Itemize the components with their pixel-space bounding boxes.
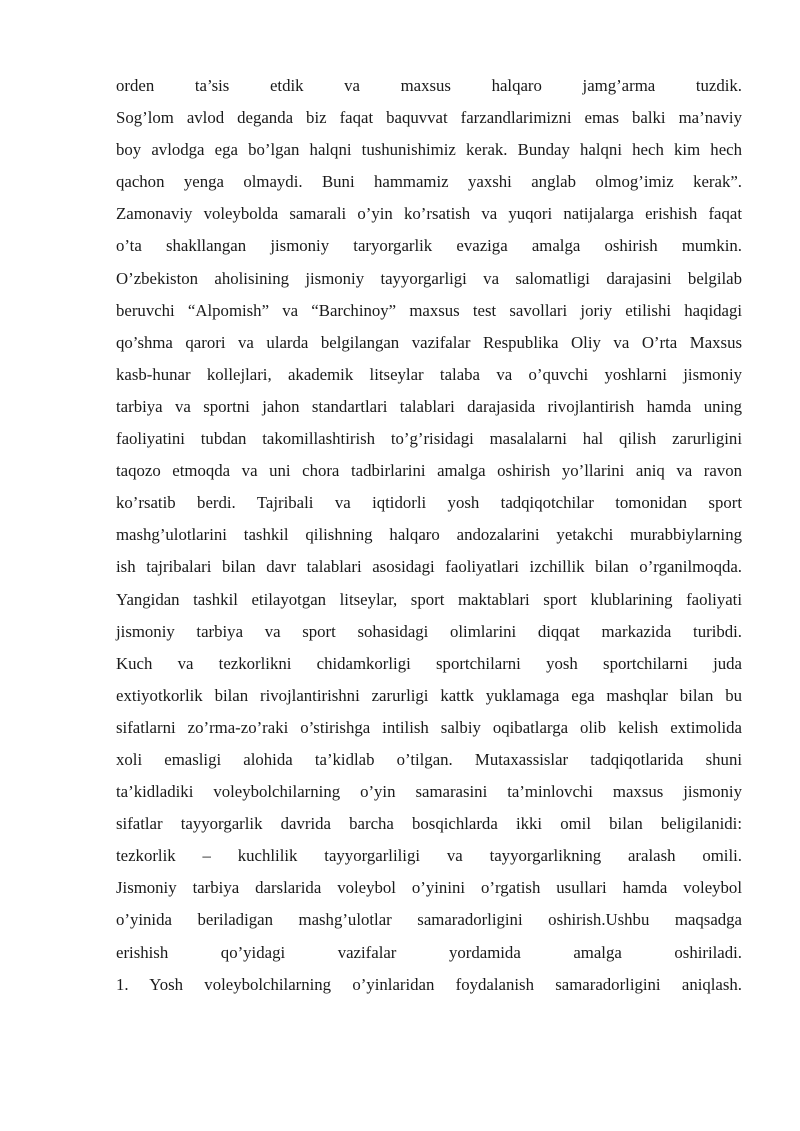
text-line: qo’shma qarori va ularda belgilangan vazifalar Respublika Oliy va O’rta Maxsus [116,332,742,352]
text-line: O’zbekiston aholisining jismoniy tayyorgarligi va salomatligi darajasini belgilab [116,268,742,288]
text-line: faoliyatini tubdan takomillashtirish to’g’risidagi masalalarni hal qilish zarurligini [116,429,742,449]
text-line: tarbiya va sportni jahon standartlari talablari darajasida rivojlantirish hamda uning [116,396,742,416]
text-line: ta’kidladiki voleybolchilarning o’yin samarasini ta’minlovchi maxsus jismoniy [116,782,742,802]
text-line: sifatlar tayyorgarlik davrida barcha bosqichlarda ikki omil bilan beligilanidi: [116,814,742,834]
text-line: ish tajribalari bilan davr talablari asosidagi faoliyatlari izchillik bilan o’rganilmoqda. [116,557,742,577]
text-line: o’ta shakllangan jismoniy taryorgarlik evaziga amalga oshirish mumkin. [116,236,742,256]
document-page [116,70,742,1001]
text-line: mashg’ulotlarini tashkil qilishning halqaro andozalarini yetakchi murabbiylarning [116,525,742,545]
text-line: taqozo etmoqda va uni chora tadbirlarini amalga oshirish yo’llarini aniq va ravon [116,461,742,481]
text-line: Kuch va tezkorlikni chidamkorligi sportchilarni yosh sportchilarni juda [116,653,742,673]
text-line: kasb-hunar kollejlari, akademik litseylar talaba va o’quvchi yoshlarni jismoniy [116,364,742,384]
text-line: extiyotkorlik bilan rivojlantirishni zarurligi kattk yuklamaga ega mashqlar bilan bu [116,685,742,705]
text-line: Zamonaviy voleybolda samarali o’yin ko’rsatish va yuqori natijalarga erishish faqat [116,204,742,224]
text-line: Yangidan tashkil etilayotgan litseylar, sport maktablari sport klublarining faoliyati [116,589,742,609]
text-line: xoli emasligi alohida ta’kidlab o’tilgan. Mutaxassislar tadqiqotlarida shuni [116,749,742,769]
text-line: beruvchi “Alpomish” va “Barchinoy” maxsus test savollari joriy etilishi haqidagi [116,300,742,320]
text-line: boy avlodga ega bo’lgan halqni tushunishimiz kerak. Bunday halqni hech kim hech [116,140,742,160]
text-line: sifatlarni zo’rma-zo’raki o’stirishga intilish salbiy oqibatlarga olib kelish extimolida [116,717,742,737]
text-line: qachon yenga olmaydi. Buni hammamiz yaxshi anglab olmog’imiz kerak”. [116,172,742,192]
text-line: Sog’lom avlod deganda biz faqat baquvvat farzandlarimizni emas balki ma’naviy [116,108,742,128]
text-line: orden ta’sis etdik va maxsus halqaro jamg’arma tuzdik. [116,76,742,95]
text-line: ko’rsatib berdi. Tajribali va iqtidorli yosh tadqiqotchilar tomonidan sport [116,493,742,513]
text-line: jismoniy tarbiya va sport sohasidagi olimlarini diqqat markazida turibdi. [116,621,742,641]
text-line: Jismoniy tarbiya darslarida voleybol o’yinini o’rgatish usullari hamda voleybol [116,878,742,898]
text-line: tezkorlik – kuchlilik tayyorgarliligi va tayyorgarlikning aralash omili. [116,846,742,866]
text-line: o’yinida beriladigan mashg’ulotlar samaradorligini oshirish.Ushbu maqsadga [116,910,742,930]
text-line: erishish qo’yidagi vazifalar yordamida amalga oshiriladi. [116,942,742,962]
text-line: 1. Yosh voleybolchilarning o’yinlaridan foydalanish samaradorligini aniqlash. [116,974,742,994]
